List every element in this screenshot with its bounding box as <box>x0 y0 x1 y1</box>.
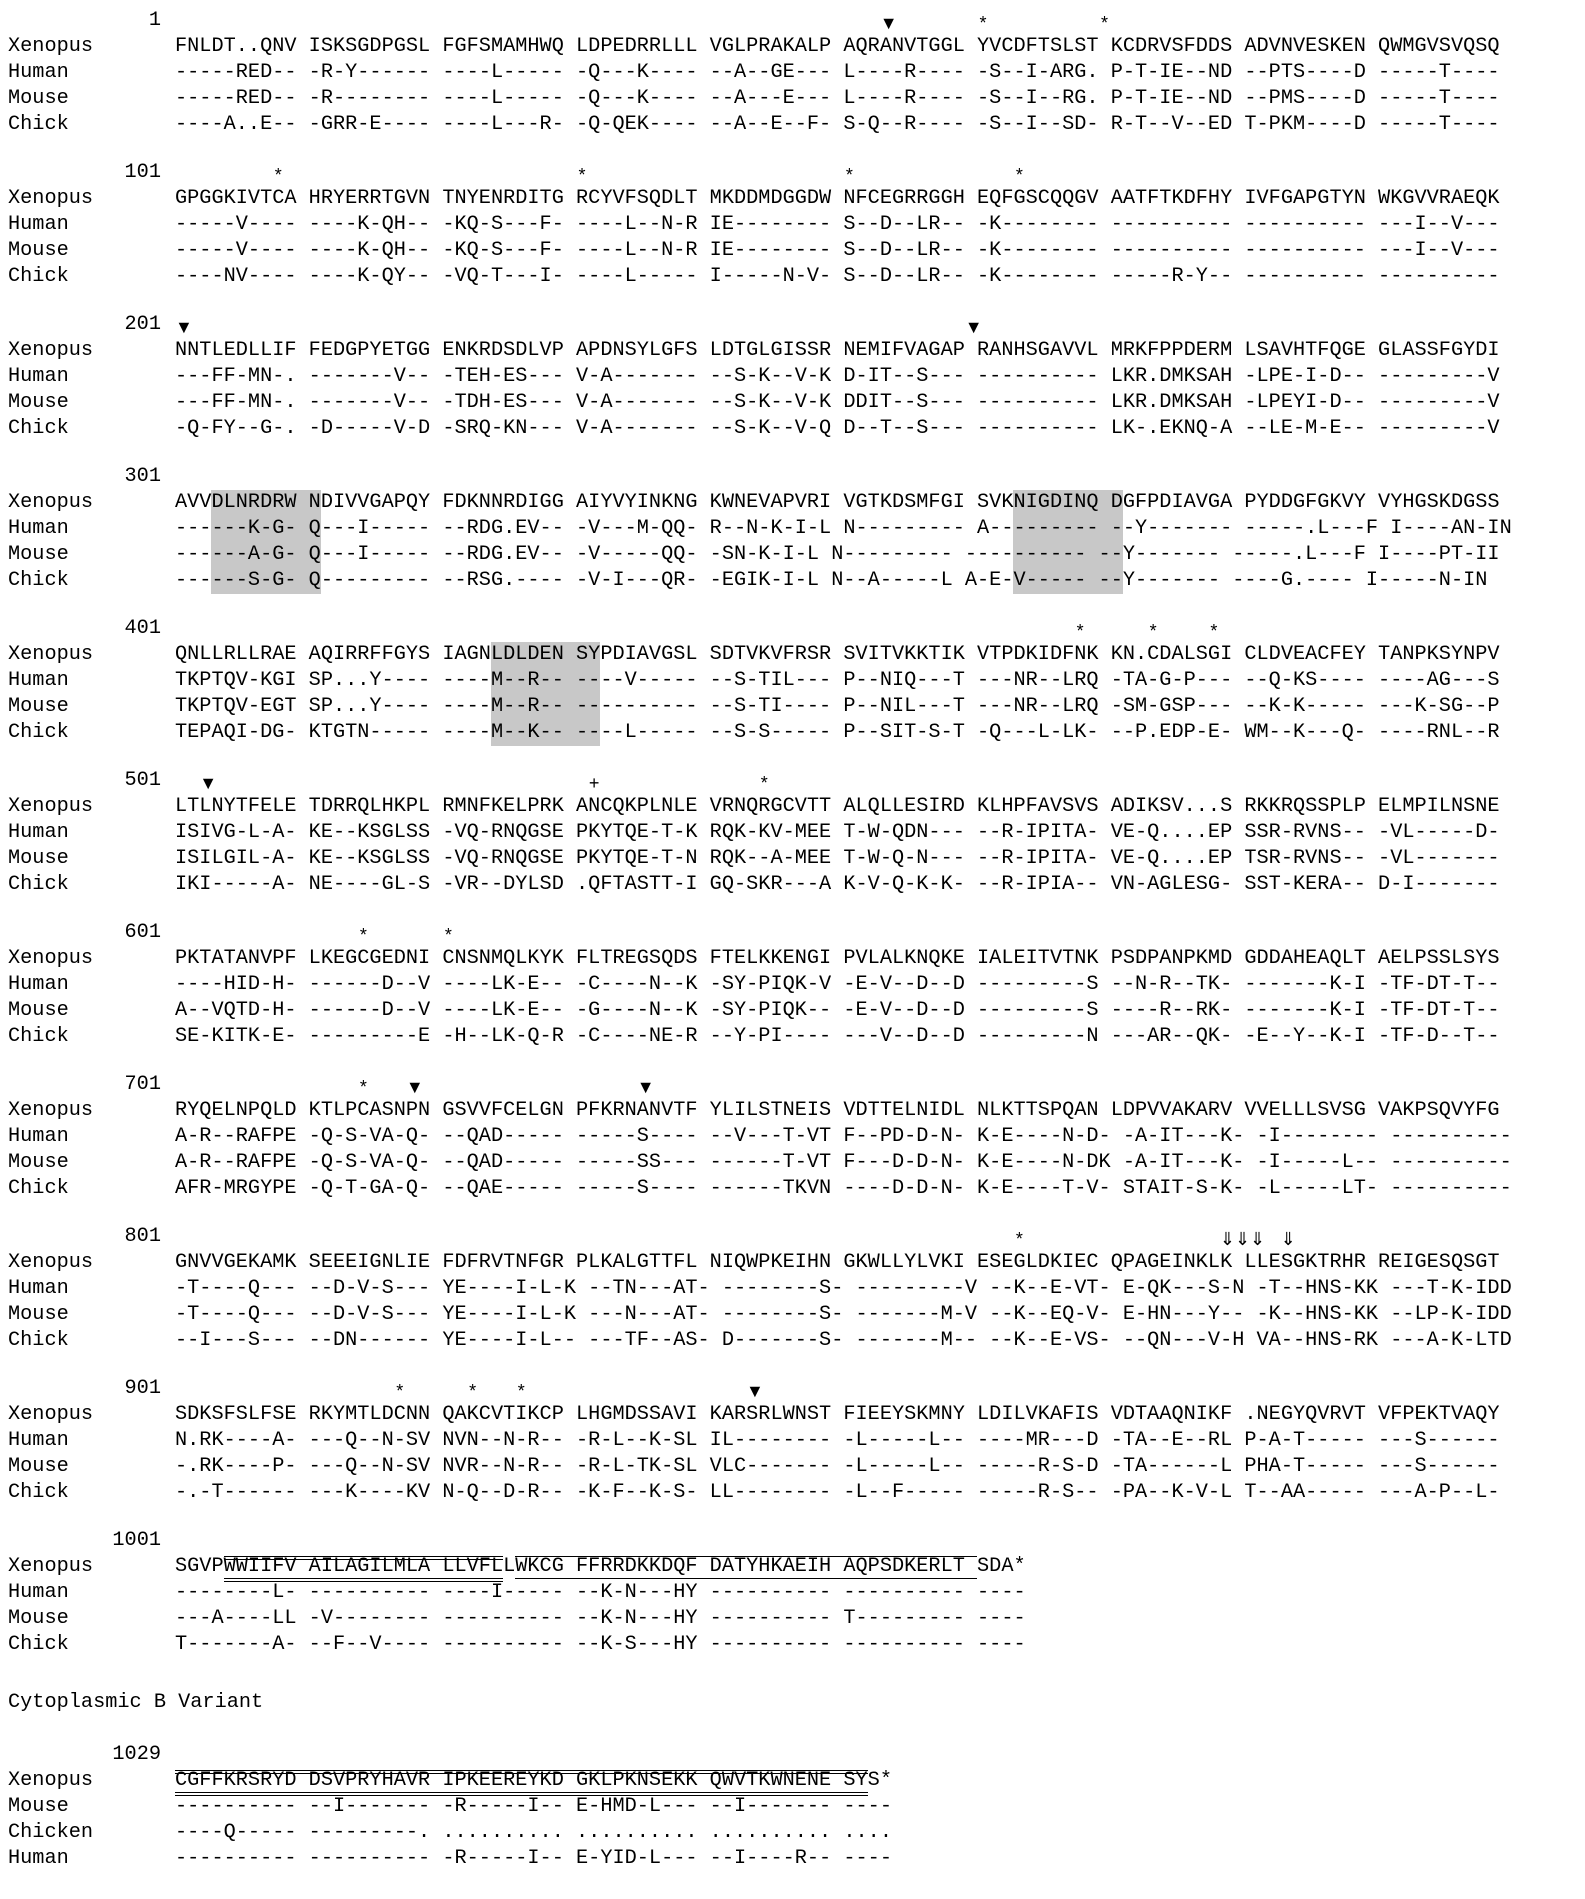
alignment-row <box>0 112 1585 138</box>
species-label: Human <box>8 1277 69 1300</box>
species-label: Xenopus <box>8 1403 94 1426</box>
sequence-text: TKPTQV-KGI SP...Y---- ----M--R-- ----V----- --S-TIL--- P--NIQ---T ---NR--LRQ -TA-G-P--- --Q-KS---- ----AG---S <box>175 669 1500 692</box>
sequence-text: PKTATANVPF LKEGCGEDNI CNSNMQLKYK FLTREGSQDS FTELKKENGI PVLALKNQKE IALEITVTNK PSDPANPKMD GDDAHEAQLT AELPSSLSYS <box>175 947 1500 970</box>
alignment-row <box>0 60 1585 86</box>
cysteine-star-marker: * <box>1015 1229 1023 1249</box>
alignment-row <box>0 946 1585 972</box>
species-label: Mouse <box>8 239 69 262</box>
block-start-number: 701 <box>124 1073 161 1096</box>
block-start-number: 1029 <box>112 1743 161 1766</box>
species-label: Xenopus <box>8 491 94 514</box>
sequence-text: ---------- --I------- -R-----I-- E-HMD-L--- --I------- ---- <box>175 1795 892 1818</box>
cysteine-star-marker: * <box>1210 621 1218 641</box>
alignment-row <box>0 1150 1585 1176</box>
sequence-text: NNTLEDLLIF FEDGPYETGG ENKRDSDLVP APDNSYLGFS LDTGLGISSR NEMIFVAGAP RANHSGAVVL MRKFPPDERM LSAVHTFQGE GLASSFGYDI <box>175 339 1500 362</box>
sequence-text: FNLDT..QNV ISKSGDPGSL FGFSMAMHWQ LDPEDRRLLL VGLPRAKALP AQRANVTGGL YVCDFTSLST KCDRVSFDDS ADVNVESKEN QWMGVSVQSQ <box>175 35 1500 58</box>
cleavage-arrow-marker: ⇓ <box>1280 1229 1296 1249</box>
sequence-text: ----A..E-- -GRR-E---- ----L---R- -Q-QEK---- --A--E--F- S-Q--R---- -S--I--SD- R-T--V--ED T-PKM----D -----T---- <box>175 113 1500 136</box>
species-label: Human <box>8 365 69 388</box>
sequence-text: LTLNYTFELE TDRRQLHKPL RMNFKELPRK ANCQKPLNLE VRNQRGCVTT ALQLLESIRD KLHPFAVSVS ADIKSV...S RKKRQSSPLP ELMPILNSNE <box>175 795 1500 818</box>
species-label: Xenopus <box>8 795 94 818</box>
sequence-text: ISIVG-L-A- KE--KSGLSS -VQ-RNQGSE PKYTQE-T-K RQK-KV-MEE T-W-QDN--- --R-IPITA- VE-Q....EP SSR-RVNS-- -VL-----D- <box>175 821 1500 844</box>
species-label: Xenopus <box>8 1251 94 1274</box>
alignment-row <box>0 1846 1585 1872</box>
species-label: Chick <box>8 1633 69 1656</box>
alignment-row <box>0 1428 1585 1454</box>
sequence-text: --I---S--- --DN------ YE----I-L-- ---TF--AS- D-------S- -------M-- --K--E-VS- --QN---V-H VA--HNS-RK ---A-K-LTD <box>175 1329 1512 1352</box>
species-label: Mouse <box>8 87 69 110</box>
block-start-number: 801 <box>124 1225 161 1248</box>
block-start-number: 501 <box>124 769 161 792</box>
alignment-row <box>0 1328 1585 1354</box>
cysteine-star-marker: * <box>578 165 586 185</box>
alignment-row <box>0 846 1585 872</box>
glycosylation-triangle-marker: ▼ <box>175 317 193 337</box>
sequence-text: ---------- ---------- -R-----I-- E-YID-L--- --I----R-- ---- <box>175 1847 892 1870</box>
species-label: Chick <box>8 873 69 896</box>
alignment-row <box>0 390 1585 416</box>
species-label: Mouse <box>8 1607 69 1630</box>
species-label: Chick <box>8 1481 69 1504</box>
species-label: Chick <box>8 265 69 288</box>
block-start-number: 301 <box>124 465 161 488</box>
cysteine-star-marker: * <box>396 1381 404 1401</box>
species-label: Human <box>8 1847 69 1870</box>
sequence-text: CGFFKRSRYD DSVPRYHAVR IPKEEREYKD GKLPKNSEKK QWVTKWNENE SYS* <box>175 1769 892 1792</box>
species-label: Xenopus <box>8 1555 94 1578</box>
species-label: Chick <box>8 1177 69 1200</box>
sequence-text: N.RK----A- ---Q--N-SV NVN--N-R-- -R-L--K-SL IL-------- -L-----L-- ----MR---D -TA--E--RL P-A-T----- ---S------ <box>175 1429 1500 1452</box>
cysteine-star-marker: * <box>1149 621 1157 641</box>
species-label: Human <box>8 213 69 236</box>
alignment-row <box>0 1554 1585 1580</box>
block-start-number: 1001 <box>112 1529 161 1552</box>
species-label: Xenopus <box>8 339 94 362</box>
species-label: Mouse <box>8 1795 69 1818</box>
cysteine-star-marker: * <box>760 773 768 793</box>
alignment-row <box>0 1632 1585 1658</box>
alignment-row <box>0 490 1585 516</box>
sequence-text: ----Q----- ---------. .......... .......... .......... .... <box>175 1821 892 1844</box>
alignment-row <box>0 642 1585 668</box>
sequence-text: GPGGKIVTCA HRYERRTGVN TNYENRDITG RCYVFSQDLT MKDDMDGGDW NFCEGRRGGH EQFGSCQQGV AATFTKDFHY IVFGAPGTYN WKGVVRAEQK <box>175 187 1500 210</box>
alignment-row <box>0 416 1585 442</box>
block-start-number: 401 <box>124 617 161 640</box>
glycosylation-triangle-marker: ▼ <box>405 1077 424 1097</box>
block-start-number: 1 <box>148 9 161 32</box>
species-label: Xenopus <box>8 947 94 970</box>
alignment-row <box>0 1794 1585 1820</box>
alignment-row <box>0 212 1585 238</box>
alignment-row <box>0 338 1585 364</box>
species-label: Human <box>8 973 69 996</box>
species-label: Human <box>8 517 69 540</box>
sequence-text: -----V---- ----K-QH-- -KQ-S---F- ----L--N-R IE-------- S--D--LR-- -K-------- ---------- ---------- ---I--V--- <box>175 239 1500 262</box>
sequence-text: SE-KITK-E- ---------E -H--LK-Q-R -C----NE-R --Y-PI---- ---V--D--D ---------N ---AR--QK- -E--Y--K-I -TF-D--T-- <box>175 1025 1500 1048</box>
glycosylation-triangle-marker: ▼ <box>964 317 983 337</box>
species-label: Human <box>8 821 69 844</box>
glycosylation-triangle-marker: ▼ <box>746 1381 764 1401</box>
sequence-text: AVVDLNRDRW NDIVVGAPQY FDKNNRDIGG AIYVYINKNG KWNEVAPVRI VGTKDSMFGI SVKNIGDINQ DGFPDIAVGA PYDDGFGKVY VYHGSKDGSS <box>175 491 1500 514</box>
cysteine-star-marker: * <box>1100 13 1108 33</box>
alignment-row <box>0 820 1585 846</box>
species-label: Human <box>8 669 69 692</box>
species-label: Chick <box>8 417 69 440</box>
sequence-text: ISILGIL-A- KE--KSGLSS -VQ-RNQGSE PKYTQE-T-N RQK--A-MEE T-W-Q-N--- --R-IPITA- VE-Q....EP TSR-RVNS-- -VL------- <box>175 847 1500 870</box>
alignment-row <box>0 86 1585 112</box>
alignment-row <box>0 720 1585 746</box>
species-label: Xenopus <box>8 643 94 666</box>
sequence-text: -.RK----P- ---Q--N-SV NVR--N-R-- -R-L-TK-SL VLC------- -L-----L-- -----R-S-D -TA------L PHA-T----- ---S------ <box>175 1455 1500 1478</box>
alignment-row <box>0 998 1585 1024</box>
species-label: Xenopus <box>8 1099 94 1122</box>
alignment-row <box>0 794 1585 820</box>
species-label: Human <box>8 1581 69 1604</box>
alignment-row <box>0 542 1585 568</box>
alignment-row <box>0 1276 1585 1302</box>
sequence-text: AFR-MRGYPE -Q-T-GA-Q- --QAE----- -----S---- ------TKVN ----D-D-N- K-E----T-V- STAIT-S-K- -L-----LT- ---------- <box>175 1177 1512 1200</box>
species-label: Mouse <box>8 1151 69 1174</box>
alignment-row <box>0 668 1585 694</box>
block-start-number: 901 <box>124 1377 161 1400</box>
sequence-text: ------K-G- Q---I----- --RDG.EV-- -V---M-QQ- R--N-K-I-L N--------- A--------- --Y------- -----.L---F I----AN-IN <box>175 517 1512 540</box>
glycosylation-triangle-marker: ▼ <box>636 1077 655 1097</box>
alignment-row <box>0 264 1585 290</box>
alignment-row <box>0 568 1585 594</box>
species-label: Human <box>8 61 69 84</box>
cysteine-star-marker: * <box>274 165 282 185</box>
sequence-text: TKPTQV-EGT SP...Y---- ----M--R-- ---------- --S-TI---- P--NIL---T ---NR--LRQ -SM-GSP--- --K-K----- ---K-SG--P <box>175 695 1500 718</box>
sequence-text: -.-T------ ---K----KV N-Q--D-R-- -K-F--K-S- LL-------- -L--F----- -----R-S-- -PA--K-V-L T--AA----- ---A-P--L- <box>175 1481 1500 1504</box>
sequence-text: ----HID-H- ------D--V ----LK-E-- -C----N--K -SY-PIQK-V -E-V--D--D ---------S --N-R--TK- -------K-I -TF-DT-T-- <box>175 973 1500 996</box>
alignment-row <box>0 34 1585 60</box>
plus-marker: + <box>588 773 600 793</box>
alignment-row <box>0 1098 1585 1124</box>
sequence-text: -----RED-- -R-------- ----L----- -Q---K---- --A---E--- L----R---- -S--I--RG. P-T-IE--ND --PMS----D -----T---- <box>175 87 1500 110</box>
cysteine-star-marker: * <box>517 1381 525 1401</box>
section-caption: Cytoplasmic B Variant <box>8 1691 264 1714</box>
alignment-row <box>0 516 1585 542</box>
species-label: Mouse <box>8 543 69 566</box>
sequence-text: ------S-G- Q--------- --RSG.---- -V-I---QR- -EGIK-I-L N--A-----L A-E-V----- --Y------- ----G.---- I-----N-IN <box>175 569 1488 592</box>
cysteine-star-marker: * <box>979 13 987 33</box>
alignment-row <box>0 364 1585 390</box>
alignment-row <box>0 1176 1585 1202</box>
species-label: Mouse <box>8 391 69 414</box>
species-label: Chick <box>8 721 69 744</box>
species-label: Mouse <box>8 695 69 718</box>
species-label: Mouse <box>8 847 69 870</box>
alignment-row <box>0 1024 1585 1050</box>
cysteine-star-marker: * <box>444 925 452 945</box>
sequence-text: T-------A- --F--V---- ---------- --K-S---HY ---------- ---------- ---- <box>175 1633 1026 1656</box>
alignment-row <box>0 186 1585 212</box>
glycosylation-triangle-marker: ▼ <box>879 13 898 33</box>
sequence-text: ---A----LL -V-------- ---------- --K-N---HY ---------- T--------- ---- <box>175 1607 1026 1630</box>
sequence-text: TEPAQI-DG- KTGTN----- ----M--K-- ----L----- --S-S----- P--SIT-S-T -Q---L-LK- --P.EDP-E- WM--K---Q- ----RNL--R <box>175 721 1500 744</box>
species-label: Chick <box>8 1329 69 1352</box>
species-label: Mouse <box>8 999 69 1022</box>
sequence-text: A-R--RAFPE -Q-S-VA-Q- --QAD----- -----S---- --V---T-VT F--PD-D-N- K-E----N-D- -A-IT---K- -I-------- ---------- <box>175 1125 1512 1148</box>
alignment-row <box>0 1580 1585 1606</box>
sequence-text: A-R--RAFPE -Q-S-VA-Q- --QAD----- -----SS--- ------T-VT F---D-D-N- K-E----N-DK -A-IT---K- -I-----L-- ---------- <box>175 1151 1512 1174</box>
alignment-row <box>0 1124 1585 1150</box>
alignment-row <box>0 1302 1585 1328</box>
sequence-text: RYQELNPQLD KTLPCASNPN GSVVFCELGN PFKRNANVTF YLILSTNEIS VDTTELNIDL NLKTTSPQAN LDPVVAKARV VVELLLSVSG VAKPSQVYFG <box>175 1099 1500 1122</box>
sequence-text: ------A-G- Q---I----- --RDG.EV-- -V-----QQ- -SN-K-I-L N--------- ---------- --Y------- -----.L---F I----PT-II <box>175 543 1500 566</box>
block-start-number: 201 <box>124 313 161 336</box>
sequence-text: ----NV---- ----K-QY-- -VQ-T---I- ----L----- I-----N-V- S--D--LR-- -K-------- -----R-Y-- ---------- ---------- <box>175 265 1500 288</box>
cysteine-star-marker: * <box>1015 165 1023 185</box>
species-label: Human <box>8 1429 69 1452</box>
alignment-row <box>0 1768 1585 1794</box>
species-label: Xenopus <box>8 35 94 58</box>
cysteine-star-marker: * <box>359 925 367 945</box>
sequence-text: ---FF-MN-. -------V-- -TDH-ES--- V-A------- --S-K--V-K DDIT--S--- ---------- LKR.DMKSAH -LPEYI-D-- ---------V <box>175 391 1500 414</box>
sequence-text: --------L- ---------- ----I----- --K-N---HY ---------- ---------- ---- <box>175 1581 1026 1604</box>
sequence-text: -----RED-- -R-Y------ ----L----- -Q---K---- --A--GE--- L----R---- -S--I-ARG. P-T-IE--ND --PTS----D -----T---- <box>175 61 1500 84</box>
alignment-row <box>0 1480 1585 1506</box>
sequence-text: IKI-----A- NE----GL-S -VR--DYLSD .QFTASTT-I GQ-SKR---A K-V-Q-K-K- --R-IPIA-- VN-AGLESG- SST-KERA-- D-I------- <box>175 873 1500 896</box>
cleavage-arrow-marker: ⇓⇓⇓ <box>1219 1229 1266 1249</box>
species-label: Xenopus <box>8 1769 94 1792</box>
alignment-row <box>0 1402 1585 1428</box>
alignment-row <box>0 694 1585 720</box>
cysteine-star-marker: * <box>845 165 853 185</box>
sequence-text: SDKSFSLFSE RKYMTLDCNN QAKCVTIKCP LHGMDSSAVI KARSRLWNST FIEEYSKMNY LDILVKAFIS VDTAAQNIKF .NEGYQVRVT VFPEKTVAQY <box>175 1403 1500 1426</box>
species-label: Chicken <box>8 1821 94 1844</box>
cysteine-star-marker: * <box>1076 621 1084 641</box>
alignment-row <box>0 1820 1585 1846</box>
alignment-row <box>0 872 1585 898</box>
species-label: Human <box>8 1125 69 1148</box>
alignment-row <box>0 1250 1585 1276</box>
sequence-text: GNVVGEKAMK SEEEIGNLIE FDFRVTNFGR PLKALGTTFL NIQWPKEIHN GKWLLYLVKI ESEGLDKIEC QPAGEINKLK LLESGKTRHR REIGESQSGT <box>175 1251 1500 1274</box>
block-start-number: 101 <box>124 161 161 184</box>
sequence-text: -Q-FY--G-. -D-----V-D -SRQ-KN--- V-A------- --S-K--V-Q D--T--S--- ---------- LK-.EKNQ-A --LE-M-E-- ---------V <box>175 417 1500 440</box>
cysteine-star-marker: * <box>469 1381 477 1401</box>
species-label: Chick <box>8 1025 69 1048</box>
glycosylation-triangle-marker: ▼ <box>199 773 218 793</box>
sequence-text: SGVPWWIIFV AILAGILMLA LLVFLLWKCG FFRRDKKDQF DATYHKAEIH AQPSDKERLT SDA* <box>175 1555 1026 1578</box>
sequence-text: -----V---- ----K-QH-- -KQ-S---F- ----L--N-R IE-------- S--D--LR-- -K-------- ---------- ---------- ---I--V--- <box>175 213 1500 236</box>
species-label: Chick <box>8 569 69 592</box>
alignment-row <box>0 1606 1585 1632</box>
sequence-text: -T----Q--- --D-V-S--- YE----I-L-K --TN---AT- --------S- ---------V --K--E-VT- E-QK---S-N -T--HNS-KK ---T-K-IDD <box>175 1277 1512 1300</box>
species-label: Mouse <box>8 1455 69 1478</box>
species-label: Xenopus <box>8 187 94 210</box>
species-label: Mouse <box>8 1303 69 1326</box>
species-label: Chick <box>8 113 69 136</box>
alignment-row <box>0 1454 1585 1480</box>
sequence-text: QNLLRLLRAE AQIRRFFGYS IAGNLDLDEN SYPDIAVGSL SDTVKVFRSR SVITVKKTIK VTPDKIDFNK KN.CDALSGI CLDVEACFEY TANPKSYNPV <box>175 643 1500 666</box>
alignment-row <box>0 238 1585 264</box>
sequence-text: A--VQTD-H- ------D--V ----LK-E-- -G----N--K -SY-PIQK-- -E-V--D--D ---------S ----R--RK- -------K-I -TF-DT-T-- <box>175 999 1500 1022</box>
cysteine-star-marker: * <box>359 1077 367 1097</box>
sequence-text: ---FF-MN-. -------V-- -TEH-ES--- V-A------- --S-K--V-K D-IT--S--- ---------- LKR.DMKSAH -LPE-I-D-- ---------V <box>175 365 1500 388</box>
block-start-number: 601 <box>124 921 161 944</box>
sequence-text: -T----Q--- --D-V-S--- YE----I-L-K ---N---AT- --------S- -------M-V --K--EQ-V- E-HN---Y-- -K--HNS-KK --LP-K-IDD <box>175 1303 1512 1326</box>
alignment-row <box>0 972 1585 998</box>
